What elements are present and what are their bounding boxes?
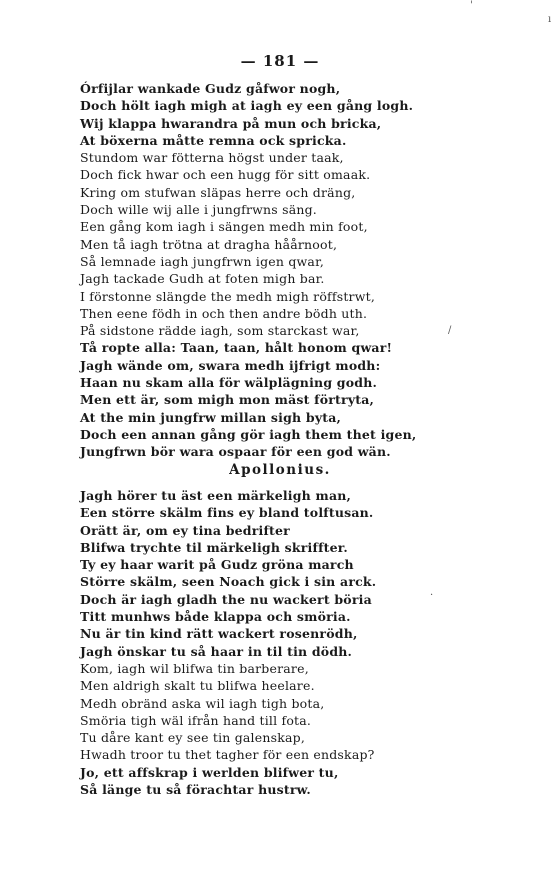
- poem-line: Doch een annan gång gör iagh them thet igen,: [80, 426, 417, 442]
- margin-mark: /: [448, 325, 452, 336]
- page-number: — 181 —: [240, 52, 320, 70]
- poem-line: Jungfrwn bör wara ospaar för een god wän.: [80, 444, 391, 460]
- poem-line: Medh obränd aska wil iagh tigh bota,: [80, 695, 325, 711]
- poem-line: Större skälm, seen Noach gick i sin arck.: [80, 574, 377, 590]
- margin-mark: ı: [548, 14, 552, 25]
- speaker-heading: Apollonius.: [229, 462, 331, 478]
- margin-mark: ': [470, 0, 473, 11]
- poem-line: Stundom war fötterna högst under taak,: [80, 150, 344, 166]
- poem-line: Jagh wände om, swara medh ijfrigt modh:: [80, 357, 381, 373]
- poem-line: Men tå iagh trötna at dragha håårnoot,: [80, 236, 338, 252]
- poem-line: Smöria tigh wäl ifrån hand till fota.: [80, 712, 312, 728]
- poem-line: Men ett är, som migh mon mäst förtryta,: [80, 392, 375, 408]
- poem-line: Jagh tackade Gudh at foten migh bar.: [80, 271, 325, 287]
- poem-line: Wij klappa hwarandra på mun och bricka,: [80, 115, 382, 131]
- poem-line: I förstonne slängde the medh migh röffstrwt,: [80, 288, 376, 304]
- poem-line: Tu dåre kant ey see tin galenskap,: [80, 730, 306, 746]
- poem-line: Tå ropte alla: Taan, taan, hålt honom qwar!: [80, 340, 393, 356]
- poem-line: Kring om stufwan släpas herre och dräng,: [80, 184, 356, 200]
- poem-line: Kom, iagh wil blifwa tin barberare,: [80, 660, 309, 676]
- poem-line: Doch hölt iagh migh at iagh ey een gång logh.: [80, 98, 414, 114]
- poem-line: Så lemnade iagh jungfrwn igen qwar,: [80, 253, 325, 269]
- poem-line: Doch är iagh gladh the nu wackert böria: [80, 591, 372, 607]
- poem-line: Doch fick hwar och een hugg för sitt omaak.: [80, 167, 371, 183]
- poem-line: Så länge tu så förachtar hustrw.: [80, 782, 311, 798]
- poem-line: Jo, ett affskrap i werlden blifwer tu,: [80, 764, 339, 780]
- poem-line: Titt munhws både klappa och smöria.: [80, 609, 351, 625]
- poem-stanza-1: [80, 80, 520, 461]
- poem-line: Hwadh troor tu thet tagher för een endskap?: [80, 747, 375, 763]
- poem-line: Jagh önskar tu så haar in til tin dödh.: [80, 643, 353, 659]
- poem-stanza-2: [80, 487, 520, 798]
- poem-line: Haan nu skam alla för wälplägning godh.: [80, 375, 378, 391]
- poem-line: Orätt är, om ey tina bedrifter: [80, 522, 290, 538]
- poem-line: Een gång kom iagh i sängen medh min foot,: [80, 219, 368, 235]
- poem-line: Órfijlar wankade Gudz gåfwor nogh,: [80, 81, 341, 96]
- poem-line: På sidstone rädde iagh, som starckast war,: [80, 323, 360, 339]
- poem-line: Then eene födh in och then andre bödh uth.: [80, 305, 368, 321]
- poem-line: Blifwa trychte til märkeligh skriffter.: [80, 539, 348, 555]
- poem-line: Een större skälm fins ey bland tolftusan.: [80, 505, 374, 521]
- poem-line: Nu är tin kind rätt wackert rosenrödh,: [80, 626, 358, 642]
- poem-line: At böxerna måtte remna ock spricka.: [80, 132, 347, 148]
- poem-line: Ty ey haar warit på Gudz gröna march: [80, 557, 354, 573]
- margin-mark: ·: [430, 590, 434, 601]
- poem-line: At the min jungfrw millan sigh byta,: [80, 409, 342, 425]
- poem-line: Doch wille wij alle i jungfrwns säng.: [80, 202, 317, 218]
- poem-line: Men aldrigh skalt tu blifwa heelare.: [80, 678, 315, 694]
- poem-line: Jagh hörer tu äst een märkeligh man,: [80, 488, 352, 503]
